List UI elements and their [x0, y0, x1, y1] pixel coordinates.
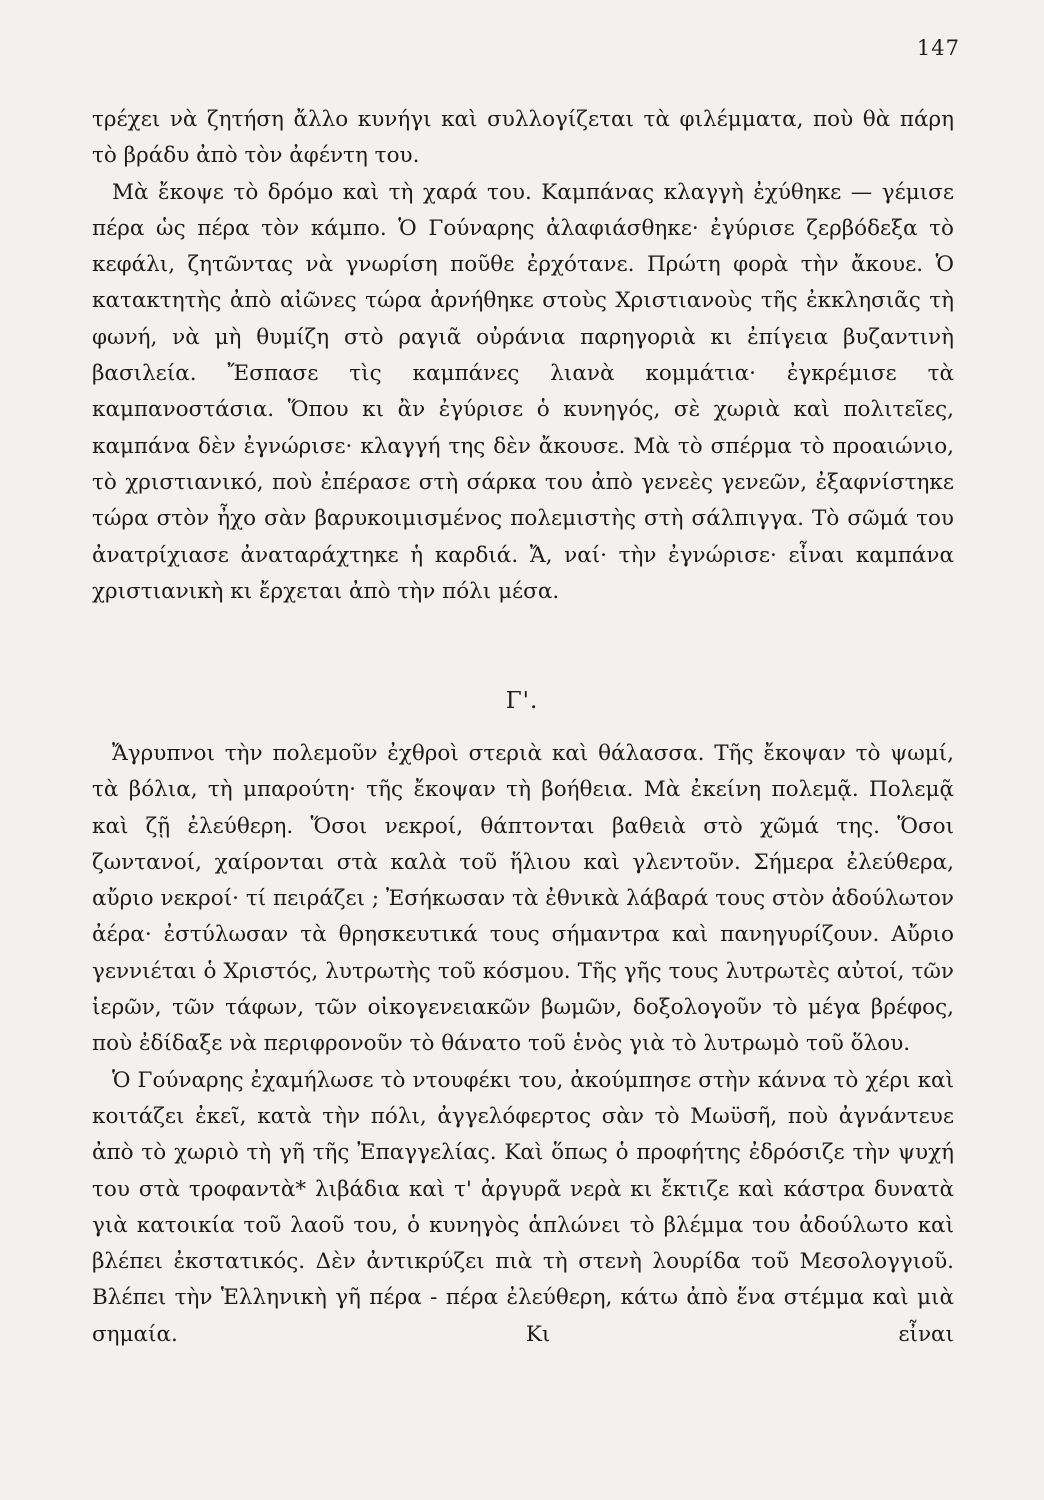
paragraph: τρέχει νὰ ζητήση ἄλλο κυνήγι καὶ συλλογίζεται τὰ φιλέμματα, ποὺ θὰ πάρη τὸ βράδυ ἀπὸ τὸν ἀφέντη του. — [92, 107, 954, 169]
section-heading: Γ'. — [505, 688, 539, 714]
page-number: 147 — [916, 36, 960, 60]
paragraph: Ἄγρυπνοι τὴν πολεμοῦν ἐχθροὶ στεριὰ καὶ θάλασσα. Τῆς ἔκοψαν τὸ ψωμί, τὰ βόλια, τὴ μπαρούτη· τῆς ἔκοψαν τὴ βοήθεια. Μὰ ἐκείνη πολεμᾷ. Πολεμᾷ καὶ ζῇ ἐλεύθερη. Ὅσοι νεκροί, θάπτονται βαθειὰ στὸ χῶμά της. Ὅσοι ζωντανοί, χαίρονται στὰ καλὰ τοῦ ἥλιου καὶ γλεντοῦν. Σήμερα ἐλεύθερα, αὔριο νεκροί· τί πειράζει ; Ἐσήκωσαν τὰ ἐθνικὰ λάβαρά τους στὸν ἀδούλωτον ἀέρα· ἐστύλωσαν τὰ θρησκευτικά τους σήμαντρα καὶ πανηγυρίζουν. Αὔριο γεννιέται ὁ Χριστός, λυτρωτὴς τοῦ κόσμου. Τῆς γῆς τους λυτρωτὲς αὐτοί, τῶν ἱερῶν, τῶν τάφων, τῶν οἰκογενειακῶν βωμῶν, δοξολογοῦν τὸ μέγα βρέφος, ποὺ ἐδίδαξε νὰ περιφρονοῦν τὸ θάνατο τοῦ ἑνὸς γιὰ τὸ λυτρωμὸ τοῦ ὅλου. — [92, 741, 954, 1057]
paragraph: Ὁ Γούναρης ἐχαμήλωσε τὸ ντουφέκι του, ἀκούμπησε στὴν κάννα τὸ χέρι καὶ κοιτάζει ἐκεῖ, κατὰ τὴν πόλι, ἀγγελόφερτος σὰν τὸ Μωϋσῆ, ποὺ ἀγνάντευε ἀπὸ τὸ χωριὸ τὴ γῆ τῆς Ἐπαγγελίας. Καὶ ὅπως ὁ προφήτης ἐδρόσιζε τὴν ψυχή του στὰ τροφαντὰ* λιβάδια καὶ τ' ἀργυρᾶ νερὰ κι ἔκτιζε καὶ κάστρα δυνατὰ γιὰ κατοικία τοῦ λαοῦ του, ὁ κυνηγὸς ἁπλώνει τὸ βλέμμα του ἀδούλωτο καὶ βλέπει ἐκστατικός. Δὲν ἀντικρύζει πιὰ τὴ στενὴ λουρίδα τοῦ Μεσολογγιοῦ. Βλέπει τὴν Ἑλληνικὴ γῆ πέρα - πέρα ἐλεύθερη, κάτω ἀπὸ ἕνα στέμμα καὶ μιὰ σημαία. Κι εἶναι — [92, 1067, 954, 1347]
paragraph: Μὰ ἔκοψε τὸ δρόμο καὶ τὴ χαρά του. Καμπάνας κλαγγὴ ἐχύθηκε — γέμισε πέρα ὡς πέρα τὸν κάμπο. Ὁ Γούναρης ἀλαφιάσθηκε· ἐγύρισε ζερβόδεξα τὸ κεφάλι, ζητῶντας νὰ γνωρίση ποῦθε ἐρχότανε. Πρώτη φορὰ τὴν ἄκουε. Ὁ κατακτητὴς ἀπὸ αἰῶνες τώρα ἀρνήθηκε στοὺς Χριστιανοὺς τῆς ἐκκλησιᾶς τὴ φωνή, νὰ μὴ θυμίζη στὸ ραγιᾶ οὐράνια παρηγοριὰ κι ἐπίγεια βυζαντινὴ βασιλεία. Ἔσπασε τὶς καμπάνες λιανὰ κομμάτια· ἐγκρέμισε τὰ καμπανοστάσια. Ὅπου κι ἂν ἐγύρισε ὁ κυνηγός, σὲ χωριὰ καὶ πολιτεῖες, καμπάνα δὲν ἐγνώρισε· κλαγγή της δὲν ἄκουσε. Μὰ τὸ σπέρμα τὸ προαιώνιο, τὸ χριστιανικό, ποὺ ἐπέρασε στὴ σάρκα του ἀπὸ γενεὲς γενεῶν, ἐξαφνίστηκε τώρα στὸν ἦχο σὰν βαρυκοιμισμένος πολεμιστὴς στὴ σάλπιγγα. Τὸ σῶμά του ἀνατρίχιασε ἀναταράχτηκε ἡ καρδιά. Ἄ, ναί· τὴν ἐγνώρισε· εἶναι καμπάνα χριστιανικὴ κι ἔρχεται ἀπὸ τὴν πόλι μέσα. — [92, 179, 954, 604]
text-block-after-heading — [92, 736, 954, 1353]
text-block-before-heading — [92, 102, 954, 610]
